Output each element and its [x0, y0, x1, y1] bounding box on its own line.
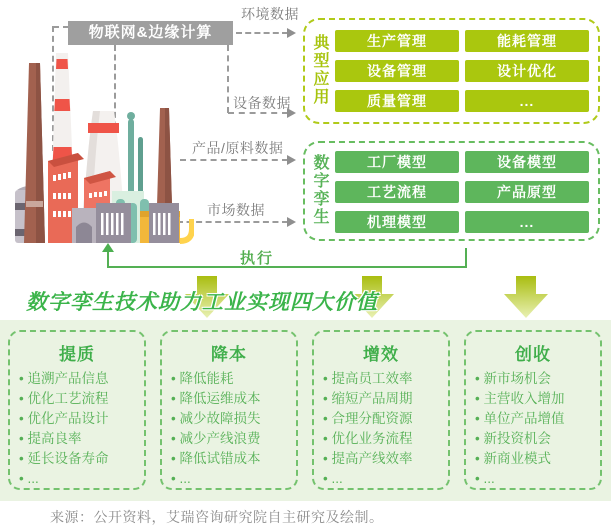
connector-line [53, 26, 69, 28]
twin-pill: 工厂模型 [335, 151, 459, 173]
execute-label: 执行 [240, 250, 275, 267]
value-list [323, 369, 448, 489]
list-item: • ... [171, 469, 296, 489]
list-item: • 新商业模式 [475, 449, 600, 469]
list-item: • 减少产线浪费 [171, 429, 296, 449]
execute-line [107, 266, 467, 268]
list-item: • ... [323, 469, 448, 489]
list-item: • 缩短产品周期 [323, 389, 448, 409]
section-title: 数字孪生技术助力工业实现四大价值 [26, 291, 378, 314]
app-pill: 质量管理 [335, 90, 459, 112]
arrow-right-icon [287, 28, 296, 38]
twin-pill: ... [465, 211, 589, 233]
app-pill: 设备管理 [335, 60, 459, 82]
value-heading: 创收 [515, 345, 551, 364]
list-item: • 降低运维成本 [171, 389, 296, 409]
list-item: • 减少故障损失 [171, 409, 296, 429]
typical-applications-box [303, 18, 600, 124]
app-pill: 生产管理 [335, 30, 459, 52]
env-data-arrow-line [236, 32, 288, 34]
list-item: • 追溯产品信息 [19, 369, 144, 389]
list-item: • 优化工艺流程 [19, 389, 144, 409]
value-heading: 降本 [211, 345, 247, 364]
device-data-label: 设备数据 [233, 95, 291, 111]
value-heading: 提质 [59, 345, 95, 364]
typical-applications-label: 典型应用 [313, 35, 330, 106]
twin-pill: 设备模型 [465, 151, 589, 173]
product-data-arrow-line [180, 159, 288, 161]
value-list [475, 369, 600, 489]
digital-twin-label: 数字孪生 [313, 155, 330, 226]
list-item: • 降低试错成本 [171, 449, 296, 469]
list-item: • 合理分配资源 [323, 409, 448, 429]
list-item: • ... [19, 469, 144, 489]
list-item: • 提高良率 [19, 429, 144, 449]
value-box-quality [8, 330, 146, 490]
twin-pill: 产品原型 [465, 181, 589, 203]
app-pill: 能耗管理 [465, 30, 589, 52]
value-box-efficiency [312, 330, 450, 490]
list-item: • 新投资机会 [475, 429, 600, 449]
digital-twin-box [303, 141, 600, 241]
value-box-cost [160, 330, 298, 490]
market-data-label: 市场数据 [207, 202, 265, 218]
list-item: • 单位产品增值 [475, 409, 600, 429]
value-heading: 增效 [363, 345, 399, 364]
down-arrow-icon [504, 276, 548, 318]
connector-line [227, 45, 229, 113]
list-item: • 提高产线效率 [323, 449, 448, 469]
value-list [19, 369, 144, 489]
value-list [171, 369, 296, 489]
twin-pill: 机理模型 [335, 211, 459, 233]
source-note: 来源：公开资料，艾瑞咨询研究院自主研究及绘制。 [50, 509, 384, 525]
list-item: • 延长设备寿命 [19, 449, 144, 469]
iot-edge-computing-box: 物联网&边缘计算 [68, 21, 233, 45]
list-item: • 优化业务流程 [323, 429, 448, 449]
list-item: • ... [475, 469, 600, 489]
execute-line [465, 248, 467, 266]
app-pill: ... [465, 90, 589, 112]
value-box-revenue [464, 330, 602, 490]
list-item: • 提高员工效率 [323, 369, 448, 389]
twin-pill: 工艺流程 [335, 181, 459, 203]
list-item: • 降低能耗 [171, 369, 296, 389]
list-item: • 优化产品设计 [19, 409, 144, 429]
factory-illustration [12, 53, 194, 248]
list-item: • 新市场机会 [475, 369, 600, 389]
execute-line [107, 251, 109, 266]
arrow-right-icon [287, 217, 296, 227]
app-pill: 设计优化 [465, 60, 589, 82]
list-item: • 主营收入增加 [475, 389, 600, 409]
arrow-right-icon [287, 155, 296, 165]
product-data-label: 产品/原料数据 [192, 140, 284, 156]
env-data-label: 环境数据 [241, 6, 299, 22]
